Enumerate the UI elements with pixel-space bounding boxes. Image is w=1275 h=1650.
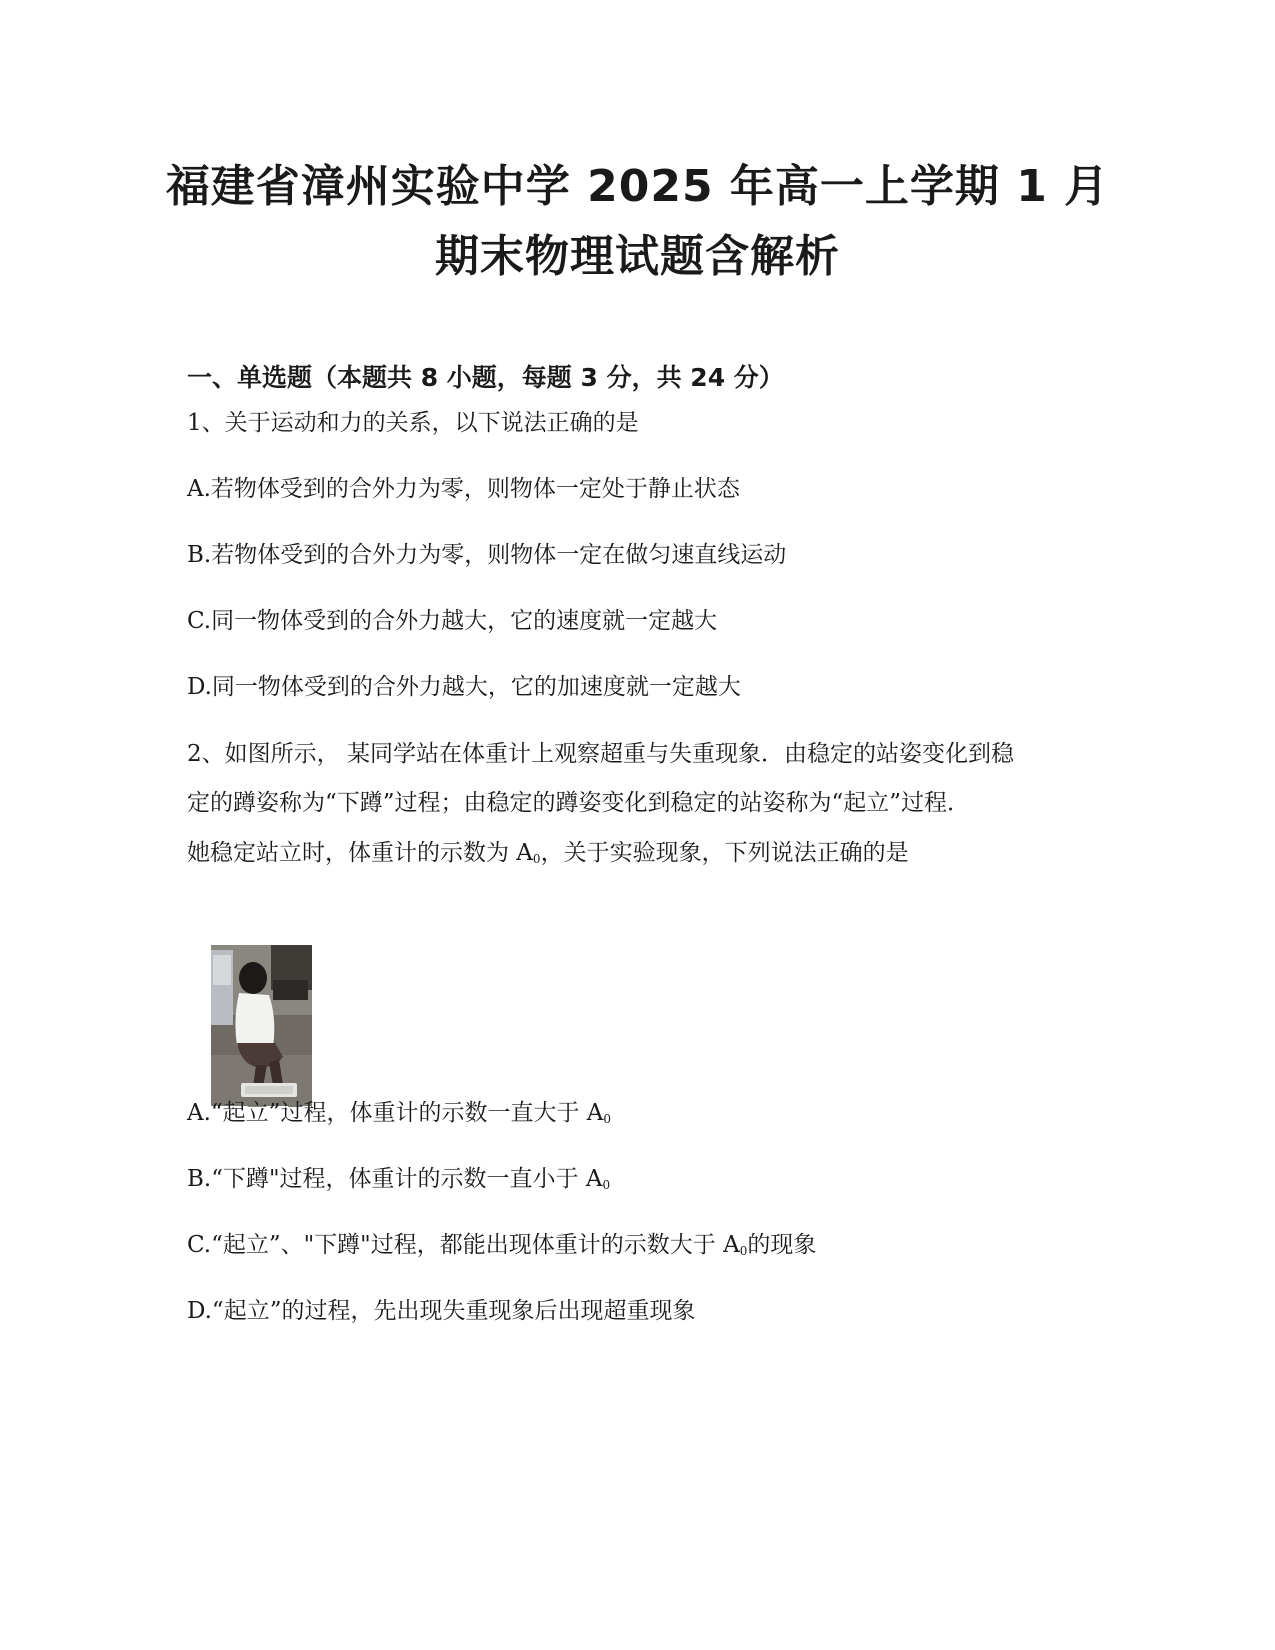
question-2-option-b [187, 1160, 610, 1193]
question-2-stem-line-3 [187, 834, 909, 867]
question-1-option-c: C.同一物体受到的合外力越大，它的速度就一定越大 [187, 608, 718, 634]
option-text: A.“起立”过程，体重计的示数一直大于 A [187, 1100, 604, 1126]
question-1-option-a: A.若物体受到的合外力为零，则物体一定处于静止状态 [187, 476, 740, 502]
question-1-option-b: B.若物体受到的合外力为零，则物体一定在做匀速直线运动 [187, 542, 787, 568]
question-1-stem: 1、关于运动和力的关系，以下说法正确的是 [187, 410, 639, 436]
stem-text: ，关于实验现象，下列说法正确的是 [540, 840, 909, 866]
squatting-student-photo [211, 945, 312, 1106]
option-text: B.“下蹲"过程，体重计的示数一直小于 A [187, 1166, 603, 1192]
stem-text: 她稳定站立时，体重计的示数为 A [187, 840, 533, 866]
photo-illustration [211, 945, 312, 1106]
question-2-option-c [187, 1226, 816, 1259]
question-2-option-d: D.“起立”的过程，先出现失重现象后出现超重现象 [187, 1298, 696, 1324]
question-2-stem-line-2: 定的蹲姿称为“下蹲”过程；由稳定的蹲姿变化到稳定的站姿称为“起立”过程． [187, 790, 971, 816]
subscript: 0 [739, 1244, 748, 1258]
option-text: 的现象 [747, 1232, 817, 1258]
subscript: 0 [532, 852, 541, 866]
option-text: C.“起立”、"下蹲"过程，都能出现体重计的示数大于 A [187, 1232, 740, 1258]
document-title-line-2: 期末物理试题含解析 [435, 231, 840, 282]
question-1-option-d: D.同一物体受到的合外力越大，它的加速度就一定越大 [187, 674, 741, 700]
document-title-line-1: 福建省漳州实验中学 2025 年高一上学期 1 月 [165, 161, 1110, 212]
subscript: 0 [602, 1178, 611, 1192]
subscript: 0 [603, 1112, 611, 1126]
section-heading: 一、单选题（本题共 8 小题，每题 3 分，共 24 分） [187, 363, 784, 392]
question-2-option-a [187, 1094, 611, 1127]
question-2-stem-line-1: 2、如图所示， 某同学站在体重计上观察超重与失重现象．由稳定的站姿变化到稳 [187, 741, 1014, 767]
